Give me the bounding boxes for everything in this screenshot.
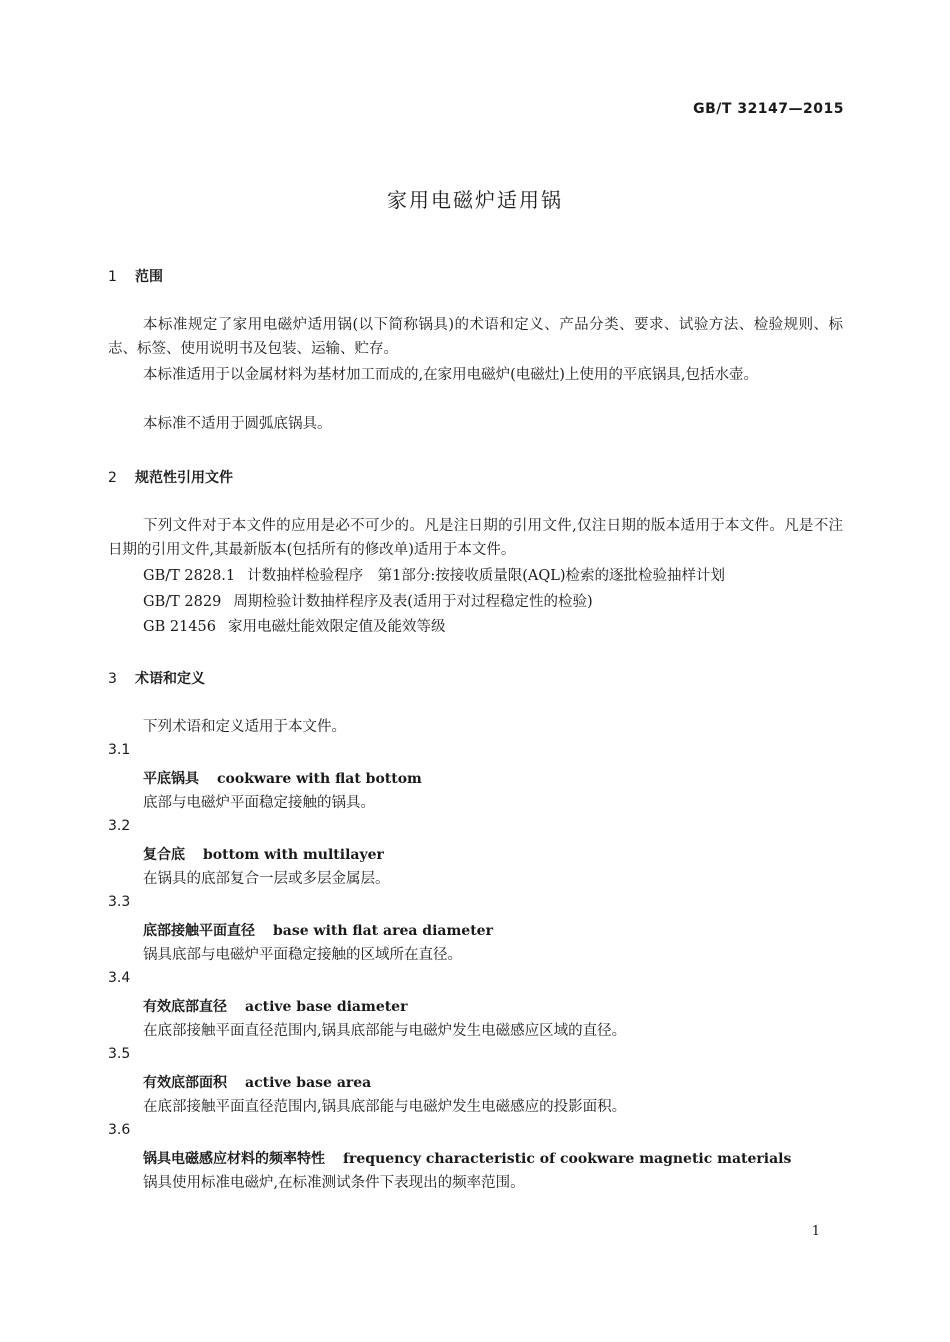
section-1-heading	[108, 266, 163, 286]
terms-intro: 下列术语和定义适用于本文件。	[143, 719, 346, 735]
term-heading	[143, 768, 422, 788]
term-en: active base diameter	[245, 999, 408, 1015]
term-zh: 有效底部面积	[143, 1075, 227, 1091]
term-en: frequency characteristic of cookware magnetic materials	[343, 1151, 792, 1167]
page-number: 1	[811, 1224, 820, 1239]
reference-item	[143, 564, 725, 588]
term-en: active base area	[245, 1075, 372, 1091]
term-en: base with flat area diameter	[273, 923, 493, 939]
scope-paragraph-3: 本标准不适用于圆弧底锅具。	[143, 416, 332, 432]
section-title: 术语和定义	[135, 671, 205, 687]
term-zh: 锅具电磁感应材料的频率特性	[143, 1151, 325, 1167]
term-number: 3.5	[108, 1046, 131, 1062]
term-heading	[143, 996, 407, 1016]
term-number: 3.1	[108, 742, 131, 758]
section-title: 范围	[135, 269, 163, 285]
reference-code: GB/T 2829	[143, 594, 222, 610]
term-zh: 底部接触平面直径	[143, 923, 255, 939]
standard-code: GB/T 32147—2015	[693, 101, 844, 117]
term-number: 3.2	[108, 818, 131, 834]
term-heading	[143, 844, 384, 864]
term-definition: 在锅具的底部复合一层或多层金属层。	[143, 871, 390, 887]
document-title: 家用电磁炉适用锅	[387, 188, 563, 212]
term-heading	[143, 920, 493, 940]
term-number: 3.6	[108, 1122, 131, 1138]
term-zh: 有效底部直径	[143, 999, 227, 1015]
reference-item	[143, 590, 593, 614]
term-zh: 平底锅具	[143, 771, 199, 787]
term-en: bottom with multilayer	[203, 847, 384, 863]
section-title: 规范性引用文件	[135, 470, 233, 486]
section-number: 1	[108, 269, 117, 285]
term-definition: 锅具使用标准电磁炉,在标准测试条件下表现出的频率范围。	[143, 1175, 525, 1191]
term-definition: 在底部接触平面直径范围内,锅具底部能与电磁炉发生电磁感应的投影面积。	[143, 1099, 627, 1115]
reference-code: GB/T 2828.1	[143, 568, 236, 584]
reference-item	[143, 615, 445, 639]
term-number: 3.3	[108, 894, 131, 910]
term-definition: 锅具底部与电磁炉平面稳定接触的区域所在直径。	[143, 947, 462, 963]
section-number: 3	[108, 671, 117, 687]
reference-title: 周期检验计数抽样程序及表(适用于对过程稳定性的检验)	[233, 594, 593, 610]
term-definition: 在底部接触平面直径范围内,锅具底部能与电磁炉发生电磁感应区域的直径。	[143, 1023, 627, 1039]
term-heading	[143, 1072, 371, 1092]
section-number: 2	[108, 470, 117, 486]
term-zh: 复合底	[143, 847, 185, 863]
section-2-heading	[108, 467, 233, 487]
term-number: 3.4	[108, 970, 131, 986]
reference-code: GB 21456	[143, 619, 216, 635]
reference-title: 计数抽样检验程序 第1部分:按接收质量限(AQL)检索的逐批检验抽样计划	[247, 568, 726, 584]
scope-paragraph-2: 本标准适用于以金属材料为基材加工而成的,在家用电磁炉(电磁灶)上使用的平底锅具,包括水壶。	[143, 367, 759, 383]
term-definition: 底部与电磁炉平面稳定接触的锅具。	[143, 795, 375, 811]
term-en: cookware with flat bottom	[217, 771, 422, 787]
section-3-heading	[108, 668, 205, 688]
term-heading	[143, 1148, 791, 1168]
scope-paragraph-1: 本标准规定了家用电磁炉适用锅(以下简称锅具)的术语和定义、产品分类、要求、试验方法、检验规则、标志、标签、使用说明书及包装、运输、贮存。	[108, 317, 843, 357]
reference-title: 家用电磁灶能效限定值及能效等级	[227, 619, 446, 635]
normative-references-intro: 下列文件对于本文件的应用是必不可少的。凡是注日期的引用文件,仅注日期的版本适用于本文件。凡是不注日期的引用文件,其最新版本(包括所有的修改单)适用于本文件。	[108, 518, 843, 558]
